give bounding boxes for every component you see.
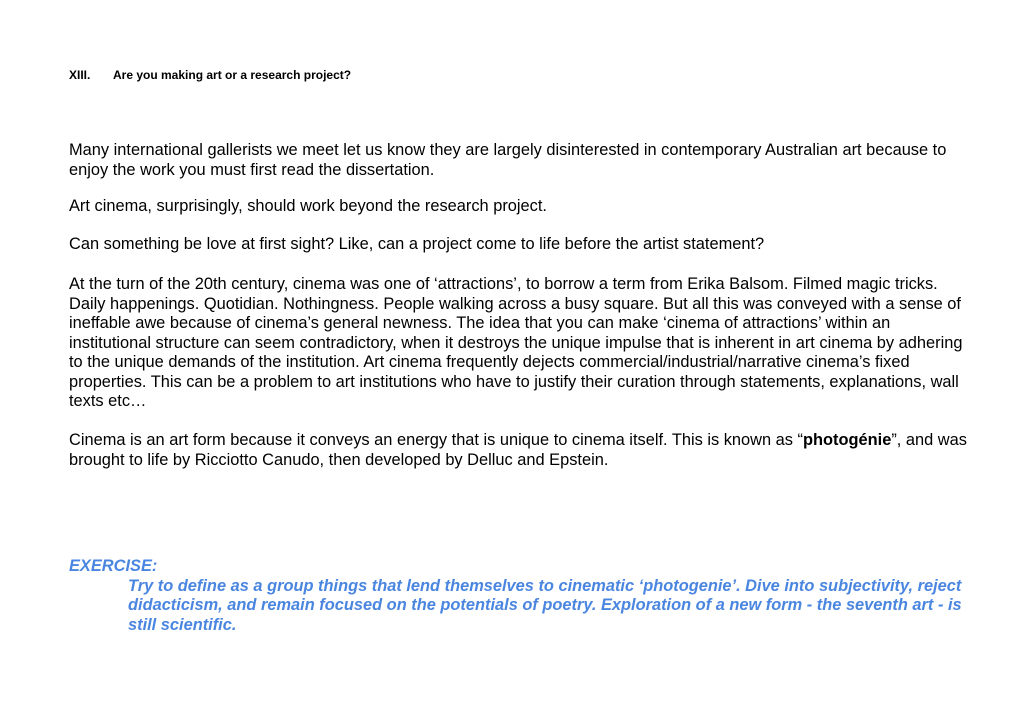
- exercise-text: Try to define as a group things that lend themselves to cinematic ‘photogenie’. Dive into subjectivity, reject didacticism, and remain focused on the potentials of poetry. Exploration of a new form - the seventh art - is still scientific.: [128, 576, 962, 634]
- paragraph-art-cinema: Art cinema, surprisingly, should work beyond the research project.: [69, 197, 547, 215]
- paragraph-love-at-first-sight: Can something be love at first sight? Like, can a project come to life before the artist statement?: [69, 235, 765, 253]
- exercise-label: EXERCISE:: [69, 557, 158, 575]
- section-title: Are you making art or a research project?: [113, 68, 352, 82]
- section-number: XIII.: [69, 68, 91, 82]
- exercise-block: [69, 557, 969, 635]
- paragraph-attractions: At the turn of the 20th century, cinema was one of ‘attractions’, to borrow a term from Erika Balsom. Filmed magic tricks. Daily happenings. Quotidian. Nothingness. People walking across a busy square. But all this was conveyed with a sense of ineffable awe because of cinema’s general newness. The idea that you can make ‘cinema of attractions’ within an institutional structure can seem contradictory, when it destroys the unique impulse that is inherent in art cinema by adhering to the unique demands of the institution. Art cinema frequently dejects commercial/industrial/narrative cinema’s fixed properties. This can be a problem to art institutions who have to justify their curation through statements, explanations, wall texts etc…: [69, 275, 963, 410]
- paragraph-photogenie: [69, 431, 969, 470]
- paragraph-gallerists: Many international gallerists we meet let us know they are largely disinterested in contemporary Australian art because to enjoy the work you must first read the dissertation.: [69, 141, 947, 179]
- photogenie-text-before: Cinema is an art form because it conveys an energy that is unique to cinema itself. This is known as “: [69, 431, 803, 449]
- photogenie-text-after: ”, and was brought to life by Ricciotto Canudo, then developed by Delluc and Epstein.: [69, 431, 967, 469]
- section-heading: [69, 67, 351, 83]
- photogenie-term: photogénie: [803, 431, 892, 449]
